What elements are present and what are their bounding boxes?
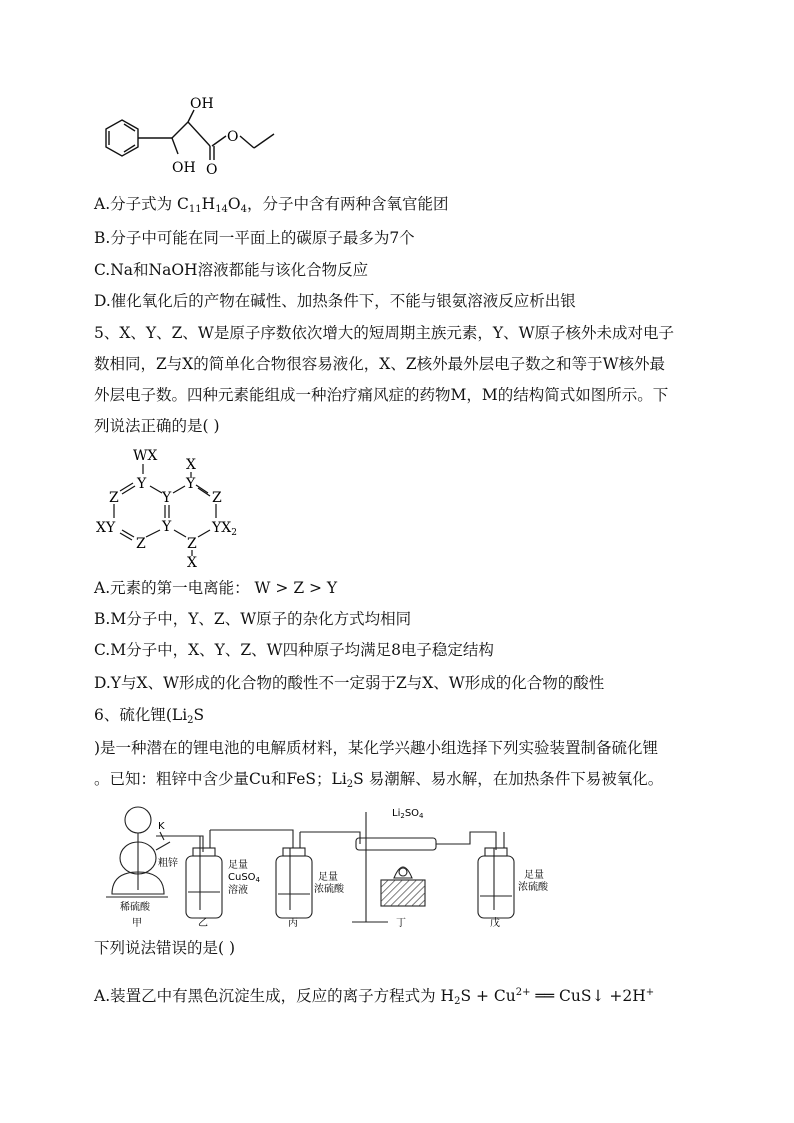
ester-oxygen-label: O [227,129,239,145]
q6-option-a-sub: 2 [454,996,461,1007]
m-label-z4: Z [187,536,197,552]
apparatus-label-acid-wu-1: 足量 [524,870,544,881]
m-label-x-bottom: X [187,555,197,570]
m-label-yx2: $YX_2$ [212,520,237,538]
apparatus-label-bing: 丙 [288,918,298,929]
q4-formula-o: O [227,195,241,213]
apparatus-label-ding: 丁 [396,918,406,929]
hydroxyl-top-label: OH [190,96,214,112]
m-label-y1: Y [137,476,147,492]
m-label-xy-left: XY [96,520,116,536]
m-label-wx: WX [133,448,158,464]
m-label-y4: Y [162,519,172,535]
q4-option-d: D.催化氧化后的产物在碱性、加热条件下，不能与银氨溶液反应析出银 [94,292,576,310]
q5-option-a: A.元素的第一电离能： W > Z > Y [94,579,338,597]
m-label-y2: Y [186,476,196,492]
q4-option-a-suffix: ，分子中含有两种含氧官能团 [247,195,449,213]
q6-line3-suffix: S 易潮解、易水解，在加热条件下易被氧化。 [353,770,664,788]
q6-option-a [94,983,654,1012]
q6-option-a-charge-2: + [645,987,655,998]
m-label-x-top: X [186,457,196,473]
apparatus-label-wu: 戊 [490,918,500,929]
q5-stem-line-2: 数相同，Z与X的简单化合物很容易液化，X、Z核外最外层电子数之和等于W核外最 [94,355,666,373]
q4-option-a [94,194,449,220]
q5-stem-line-3: 外层电子数。四种元素能组成一种治疗痛风症的药物M，M的结构简式如图所示。下 [94,386,669,404]
apparatus-label-acid-wu-2: 浓硫酸 [518,882,548,893]
q6-option-a-charge: 2+ [515,987,531,998]
q4-formula-sub-h: 14 [215,204,228,215]
m-label-z2: Z [212,490,222,506]
m-label-z1: Z [109,490,119,506]
apparatus-label-li2so4: $Li_2SO_4$ [392,808,424,820]
q4-option-a-prefix: A.分子式为 C [94,195,189,213]
m-label-z3: Z [136,536,146,552]
q4-formula-sub-c: 11 [188,204,202,215]
q6-line1-suffix: S [193,706,205,724]
q6-stem-line-1 [94,705,204,731]
apparatus-label-acid-bing-2: 浓硫酸 [314,884,344,895]
q6-line3-prefix: 。已知：粗锌中含少量Cu和FeS；Li [94,770,347,788]
hydroxyl-bottom-label: OH [172,160,196,176]
q4-formula-sub-o: 4 [240,204,248,215]
q4-option-b: B.分子中可能在同一平面上的碳原子最多为7个 [94,229,415,247]
apparatus-label-dilute-acid: 稀硫酸 [120,902,150,913]
q5-option-c: C.M分子中，X、Y、Z、W四种原子均满足8电子稳定结构 [94,641,494,659]
q6-option-a-mid: S + Cu [460,987,516,1005]
q6-line1-sub: 2 [187,715,194,726]
apparatus-label-crude-zinc: 粗锌 [158,858,178,869]
q5-option-d: D.Y与X、W形成的化合物的酸性不一定弱于Z与X、W形成的化合物的酸性 [94,674,605,692]
q6-line3-sub: 2 [346,779,354,790]
q4-formula-h: H [201,195,216,213]
q5-option-b: B.M分子中，Y、Z、W原子的杂化方式均相同 [94,610,412,628]
apparatus-label-jia: 甲 [132,918,142,929]
ester-structure-diagram [94,88,294,183]
q4-option-c: C.Na和NaOH溶液都能与该化合物反应 [94,261,369,279]
apparatus-label-acid-bing-1: 足量 [318,872,338,883]
apparatus-label-k: K [158,821,165,832]
apparatus-label-cuso4-2: CuSO$_4$ [228,872,261,884]
m-label-y3: Y [162,490,172,506]
q5-stem-line-1: 5、X、Y、Z、W是原子序数依次增大的短周期主族元素，Y、W原子核外未成对电子 [94,324,674,342]
q6-line1-prefix: 6、硫化锂(Li [94,706,188,724]
apparatus-label-cuso4-3: 溶液 [228,885,248,896]
q6-stem-line-3 [94,769,663,795]
q6-option-a-suffix: CuS↓ +2H [559,987,646,1005]
q6-question: 下列说法错误的是( ) [94,939,236,957]
carbonyl-oxygen-label: O [206,162,218,178]
molecule-m-structure-diagram [94,442,264,570]
q6-option-a-prefix: A.装置乙中有黑色沉淀生成，反应的离子方程式为 H [94,987,455,1005]
apparatus-label-cuso4-1: 足量 [228,860,248,871]
q5-stem-line-4: 列说法正确的是( ) [94,417,220,435]
apparatus-label-yi: 乙 [198,918,208,929]
q6-stem-line-2: )是一种潜在的锂电池的电解质材料，某化学兴趣小组选择下列实验装置制备硫化锂 [94,739,659,757]
lithium-sulfide-apparatus-diagram [98,802,548,932]
q6-option-a-equals: ══ [530,987,560,1005]
